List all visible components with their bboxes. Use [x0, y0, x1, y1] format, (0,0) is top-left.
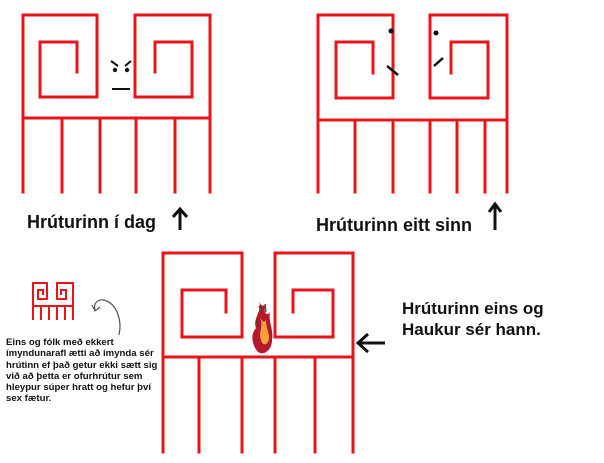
arrow-up-icon: [173, 209, 187, 230]
ram-figure-haukur: [163, 253, 353, 452]
arrow-up-icon: [489, 204, 501, 230]
ram-figure-once: [318, 15, 507, 192]
ram-face-today: [111, 61, 131, 89]
explanatory-note: Eins og fólk með ekkert ímyndunarafl ætti að ímynda sér hrútinn ef það getur ekki sætt sig við að þetta er ofurhrútur sem hleypur súper hratt og hefur því sex fætur.: [6, 337, 158, 405]
arrow-left-icon: [358, 334, 385, 352]
ram-figure-today: [23, 15, 210, 192]
caption-today: Hrúturinn í dag: [27, 212, 156, 232]
caption-once: Hrúturinn eitt sinn: [316, 215, 472, 235]
flame-icon: [252, 300, 272, 353]
small-ram-icon: [33, 283, 73, 320]
caption-as-seen: Hrúturinn eins og Haukur sér hann.: [402, 299, 544, 339]
curved-arrow-icon: [92, 300, 120, 335]
ram-face-once: [387, 30, 443, 75]
